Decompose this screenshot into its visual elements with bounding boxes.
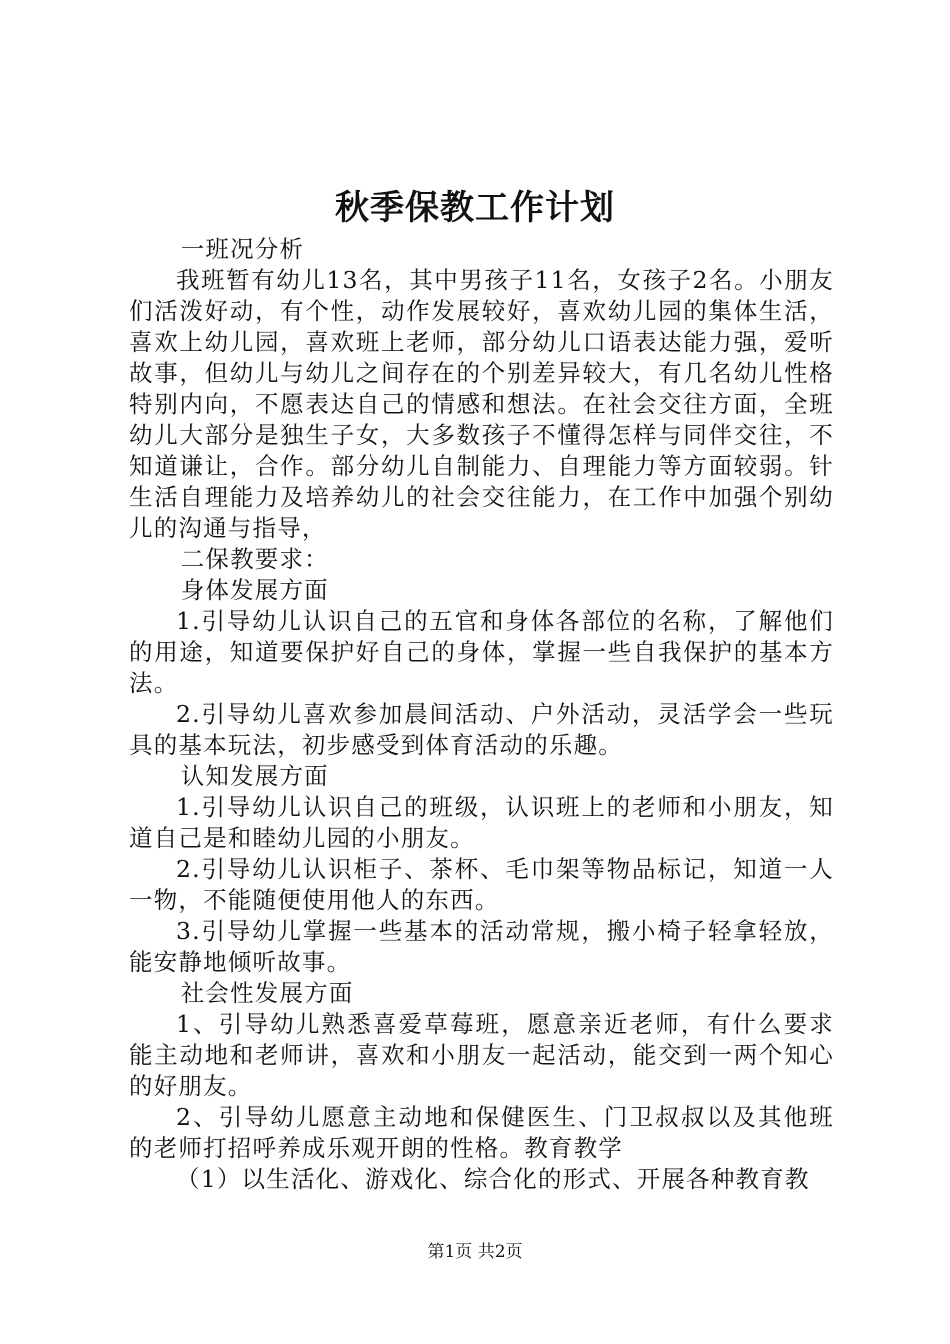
section-heading-requirements: 二保教要求： <box>180 545 329 573</box>
list-item-cognitive-1: 1.引导幼儿认识自己的班级，认识班上的老师和小朋友，知道自己是和睦幼儿园的小朋友。 <box>129 793 834 852</box>
list-item-social-1: 1、引导幼儿熟悉喜爱草莓班，愿意亲近老师，有什么要求能主动地和老师讲，喜欢和小朋友一起活动，能交到一两个知心的好朋友。 <box>129 1010 834 1100</box>
list-item-cognitive-2: 2.引导幼儿认识柜子、茶杯、毛巾架等物品标记，知道一人一物，不能随便使用他人的东西。 <box>129 855 834 914</box>
list-item-physical-1: 1.引导幼儿认识自己的五官和身体各部位的名称，了解他们的用途，知道要保护好自己的身体，掌握一些自我保护的基本方法。 <box>129 607 834 697</box>
document-body <box>129 234 834 1195</box>
list-item-teaching-1: （1）以生活化、游戏化、综合化的形式、开展各种教育教 <box>176 1165 810 1193</box>
page-footer: 第1页 共2页 <box>427 1242 523 1262</box>
list-item-physical-2: 2.引导幼儿喜欢参加晨间活动、户外活动，灵活学会一些玩具的基本玩法，初步感受到体育活动的乐趣。 <box>129 700 834 759</box>
subheading-physical: 身体发展方面 <box>180 576 329 604</box>
list-item-cognitive-3: 3.引导幼儿掌握一些基本的活动常规，搬小椅子轻拿轻放，能安静地倾听故事。 <box>129 917 834 976</box>
subheading-cognitive: 认知发展方面 <box>180 762 329 790</box>
document-title: 秋季保教工作计划 <box>335 188 615 228</box>
paragraph-class-overview: 我班暂有幼儿13名，其中男孩子11名，女孩子2名。小朋友们活泼好动，有个性，动作发展较好，喜欢幼儿园的集体生活，喜欢上幼儿园，喜欢班上老师，部分幼儿口语表达能力强，爱听故事，但幼儿与幼儿之间存在的个别差异较大，有几名幼儿性格特别内向，不愿表达自己的情感和想法。在社会交往方面，全班幼儿大部分是独生子女，大多数孩子不懂得怎样与同伴交往，不知道谦让，合作。部分幼儿自制能力、自理能力等方面较弱。针生活自理能力及培养幼儿的社会交往能力，在工作中加强个别幼儿的沟通与指导， <box>129 266 834 542</box>
list-item-social-2: 2、引导幼儿愿意主动地和保健医生、门卫叔叔以及其他班的老师打招呼养成乐观开朗的性格。教育教学 <box>129 1103 834 1162</box>
subheading-social: 社会性发展方面 <box>180 979 354 1007</box>
section-heading-class-analysis: 一班况分析 <box>180 235 305 263</box>
